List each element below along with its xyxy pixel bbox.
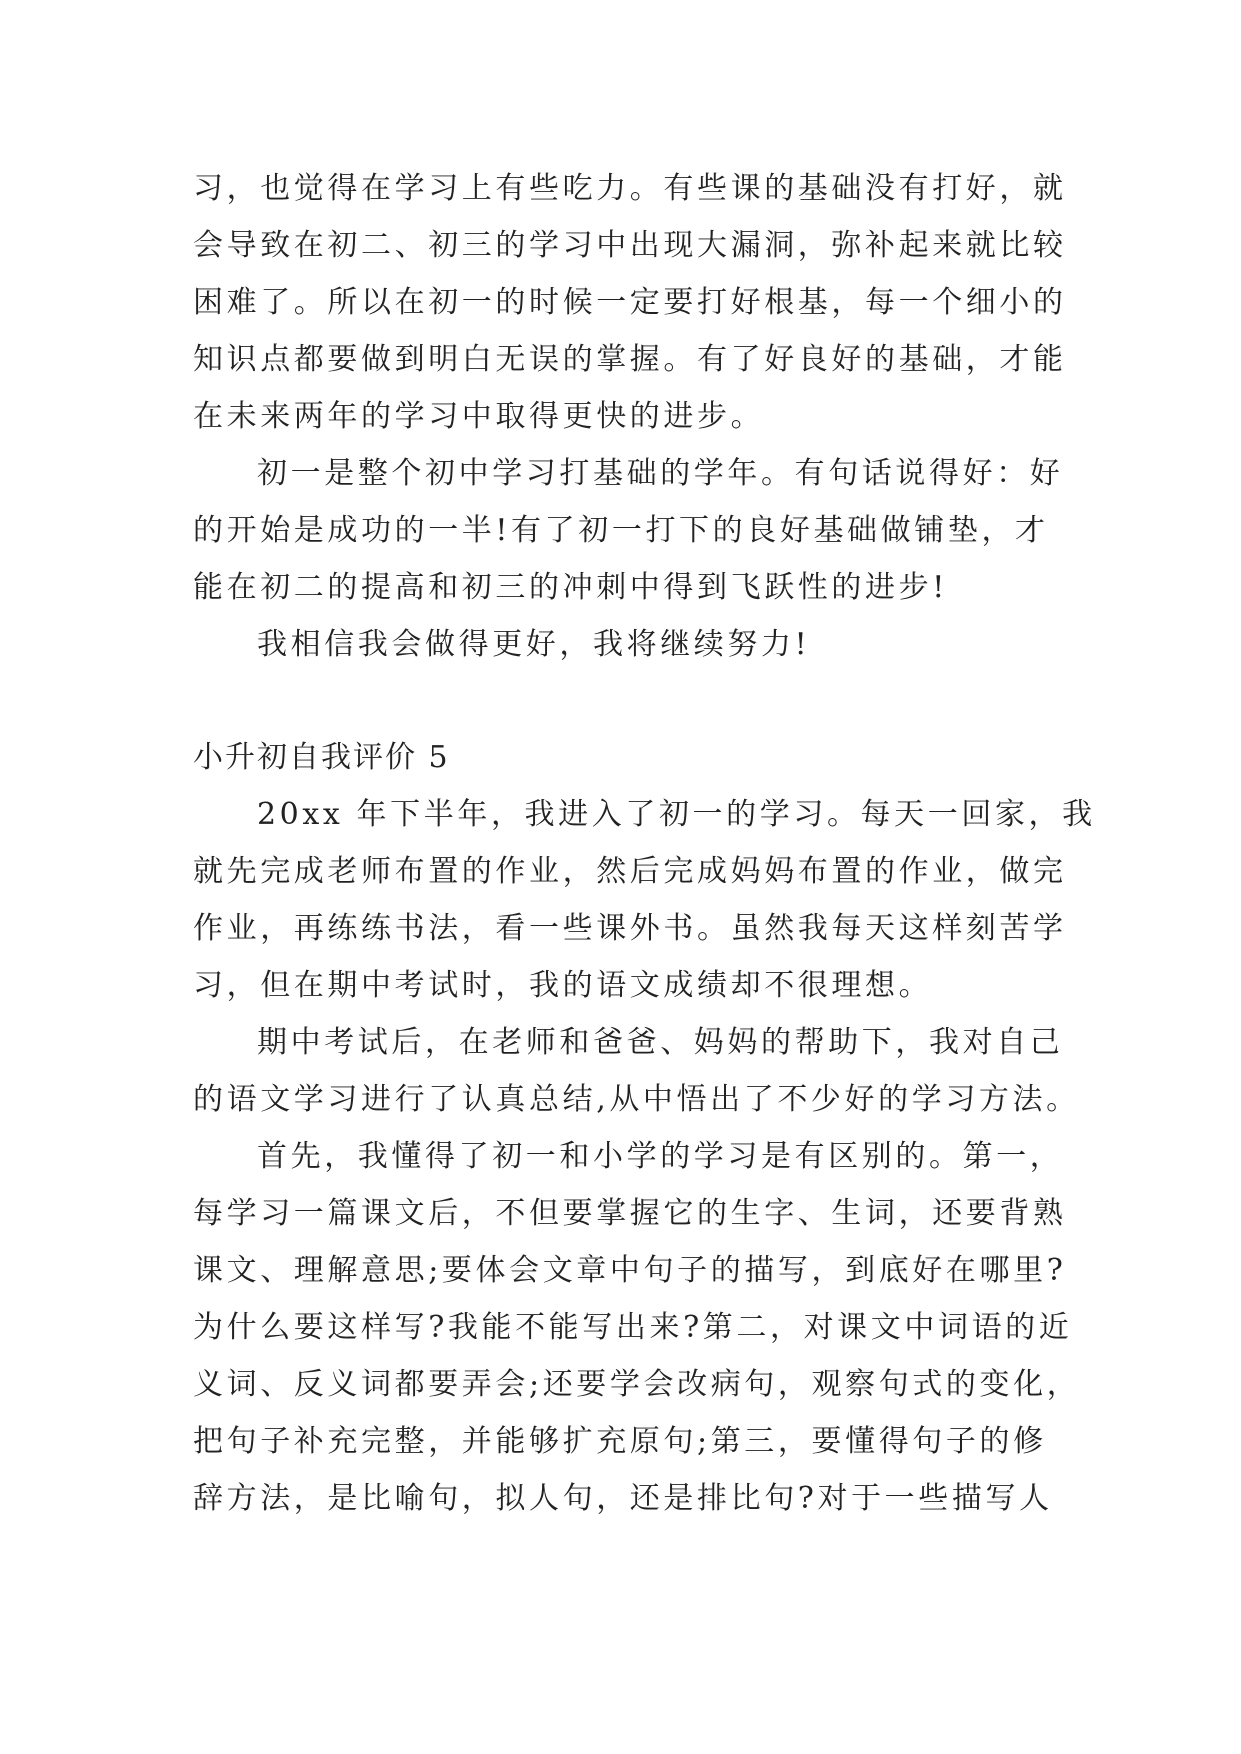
- paragraph-2-line-2: 的开始是成功的一半!有了初一打下的良好基础做铺垫，才: [193, 513, 1049, 548]
- paragraph-1-line-1: 习，也觉得在学习上有些吃力。有些课的基础没有打好，就: [193, 171, 1067, 206]
- paragraph-6-line-5: 义词、反义词都要弄会;还要学会改病句，观察句式的变化，: [193, 1367, 1081, 1402]
- paragraph-2-line-3: 能在初二的提高和初三的冲刺中得到飞跃性的进步!: [193, 570, 948, 605]
- paragraph-3-line-1: 我相信我会做得更好，我将继续努力!: [257, 627, 811, 662]
- paragraph-4-line-3: 作业，再练练书法，看一些课外书。虽然我每天这样刻苦学: [193, 911, 1067, 946]
- paragraph-4-line-4: 习，但在期中考试时，我的语文成绩却不很理想。: [193, 968, 933, 1003]
- section-title: 小升初自我评价 5: [193, 740, 450, 775]
- paragraph-2-line-1: 初一是整个初中学习打基础的学年。有句话说得好：好: [257, 456, 1064, 491]
- paragraph-1-line-5: 在未来两年的学习中取得更快的进步。: [193, 399, 765, 434]
- paragraph-1-line-3: 困难了。所以在初一的时候一定要打好根基，每一个细小的: [193, 285, 1067, 320]
- paragraph-6-line-1: 首先，我懂得了初一和小学的学习是有区别的。第一，: [257, 1139, 1064, 1174]
- paragraph-6-line-6: 把句子补充完整，并能够扩充原句;第三，要懂得句子的修: [193, 1424, 1047, 1459]
- paragraph-4-line-2: 就先完成老师布置的作业，然后完成妈妈布置的作业，做完: [193, 854, 1067, 889]
- paragraph-1-line-2: 会导致在初二、初三的学习中出现大漏洞，弥补起来就比较: [193, 228, 1067, 263]
- paragraph-4-line-1: 20xx 年下半年，我进入了初一的学习。每天一回家，我: [257, 797, 1096, 832]
- paragraph-1-line-4: 知识点都要做到明白无误的掌握。有了好良好的基础，才能: [193, 342, 1067, 377]
- paragraph-6-line-2: 每学习一篇课文后，不但要掌握它的生字、生词，还要背熟: [193, 1196, 1067, 1231]
- paragraph-6-line-3: 课文、理解意思;要体会文章中句子的描写，到底好在哪里?: [193, 1253, 1067, 1288]
- paragraph-5-line-1: 期中考试后，在老师和爸爸、妈妈的帮助下，我对自己: [257, 1025, 1064, 1060]
- paragraph-6-line-4: 为什么要这样写?我能不能写出来?第二，对课文中词语的近: [193, 1310, 1073, 1345]
- paragraph-6-line-7: 辞方法，是比喻句，拟人句，还是排比句?对于一些描写人: [193, 1481, 1053, 1516]
- paragraph-5-line-2: 的语文学习进行了认真总结,从中悟出了不少好的学习方法。: [193, 1082, 1080, 1117]
